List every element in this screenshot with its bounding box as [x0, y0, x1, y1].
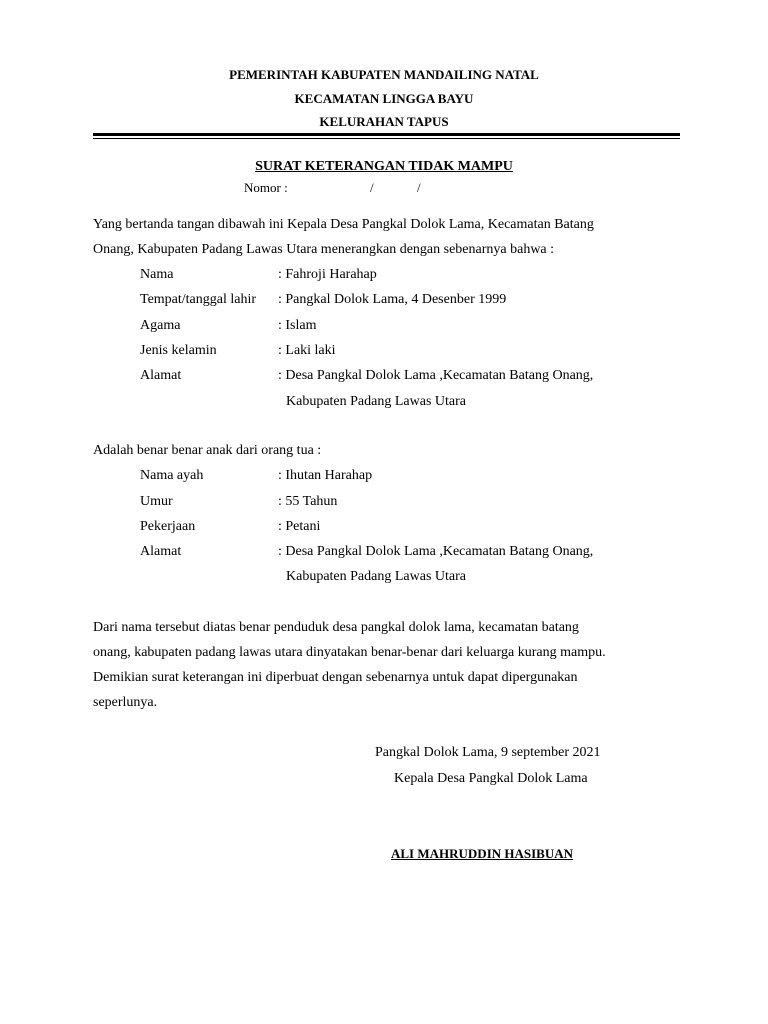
closing-line-3: Demikian surat keterangan ini diperbuat dengan sebenarnya untuk dapat dipergunakan [93, 670, 578, 685]
person-birth-value: : Pangkal Dolok Lama, 4 Desenber 1999 [278, 292, 507, 307]
father-job-label: Pekerjaan [140, 519, 196, 534]
intro-line-2: Onang, Kabupaten Padang Lawas Utara menerangkan dengan sebenarnya bahwa : [93, 242, 555, 257]
person-birth-label: Tempat/tanggal lahir [140, 292, 257, 307]
signature-place-date: Pangkal Dolok Lama, 9 september 2021 [375, 745, 601, 760]
father-name-value: : Ihutan Harahap [278, 468, 373, 483]
document-title: SURAT KETERANGAN TIDAK MAMPU [255, 159, 513, 174]
person-address-value-cont: Kabupaten Padang Lawas Utara [286, 394, 466, 409]
father-job-value: : Petani [278, 519, 321, 534]
nomor-separator-2: / [417, 180, 421, 195]
letterhead-line-2: KECAMATAN LINGGA BAYU [294, 91, 474, 106]
person-address-label: Alamat [140, 368, 182, 383]
signature-position: Kepala Desa Pangkal Dolok Lama [394, 771, 588, 786]
person-address-value: : Desa Pangkal Dolok Lama ,Kecamatan Batang Onang, [278, 368, 594, 383]
signatory-name: ALI MAHRUDDIN HASIBUAN [391, 846, 574, 861]
letterhead-line-1: PEMERINTAH KABUPATEN MANDAILING NATAL [229, 67, 539, 82]
closing-line-4: seperlunya. [93, 695, 158, 710]
person-name-value: : Fahroji Harahap [278, 267, 377, 282]
nomor-separator-1: / [370, 180, 374, 195]
letterhead-divider-thick [93, 133, 680, 136]
person-gender-value: : Laki laki [278, 343, 336, 358]
father-address-value-cont: Kabupaten Padang Lawas Utara [286, 569, 466, 584]
person-religion-value: : Islam [278, 318, 317, 333]
person-gender-label: Jenis kelamin [140, 343, 217, 358]
intro-line-1: Yang bertanda tangan dibawah ini Kepala Desa Pangkal Dolok Lama, Kecamatan Batang [93, 217, 594, 232]
father-age-value: : 55 Tahun [278, 494, 338, 509]
letterhead-divider-thin [93, 138, 680, 139]
closing-line-1: Dari nama tersebut diatas benar penduduk desa pangkal dolok lama, kecamatan batang [93, 620, 579, 635]
parent-intro: Adalah benar benar anak dari orang tua : [93, 443, 322, 458]
person-name-label: Nama [140, 267, 174, 282]
closing-line-2: onang, kabupaten padang lawas utara dinyatakan benar-benar dari keluarga kurang mampu. [93, 645, 606, 660]
letterhead-line-3: KELURAHAN TAPUS [319, 114, 449, 129]
person-religion-label: Agama [140, 318, 181, 333]
father-name-label: Nama ayah [140, 468, 204, 483]
father-address-label: Alamat [140, 544, 182, 559]
nomor-label: Nomor : [244, 180, 288, 195]
father-address-value: : Desa Pangkal Dolok Lama ,Kecamatan Batang Onang, [278, 544, 594, 559]
father-age-label: Umur [140, 494, 173, 509]
